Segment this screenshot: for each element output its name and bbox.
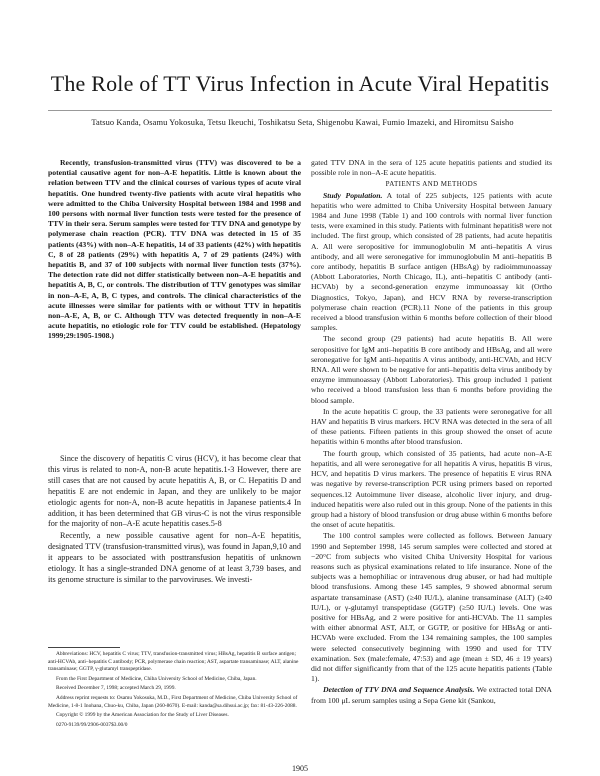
body-paragraph: Detection of TTV DNA and Sequence Analysis. We extracted total DNA from 100 μL serum samples using a Sepa Gene kit (Sankou, [311,685,552,705]
footnote-code: 0270-9139/99/2906-0037$3.00/0 [56,721,128,728]
footnote-abbreviations: Abbreviations: HCV, hepatitis C virus; TTV, transfusion-transmitted virus; HBsAg, hepatitis B surface antigen; anti-HCVAb, anti–hepatitis C antibody; PCR, polymerase chain reaction; AST, aspartate transaminase; ALT, alanine transaminase; GGTP, γ-glutamyl transpeptidase. [48,651,299,673]
footnote-copyright: Copyright © 1999 by the American Association for the Study of Liver Diseases. [56,712,229,719]
footnote-rule [48,647,120,648]
body-paragraph: gated TTV DNA in the sera of 125 acute hepatitis patients and studied its possible role in non–A-E acute hepatitis. [311,158,552,178]
body-paragraph: Study Population. A total of 225 subjects, 125 patients with acute hepatitis who were admitted to Chiba University Hospital between January 1984 and June 1998 (Table 1) and 100 controls with normal liver function tests, were examined in this study. Patients with fulminant hepatitis8 were not included. The first group, which consisted of 28 patients, had acute hepatitis A. All were seropositive for immunoglobulin M anti–hepatitis A virus antibody, and all were seronegative for immunoglobulin M anti–hepatitis B core antibody, hepatitis B surface antigen (HBsAg) by radioimmunoassay (Abbott Laboratories, North Chicago, IL), anti–hepatitis C antibody (anti-HCVAb) by a second-generation enzyme immunoassay kit (Ortho Diagnostics, Tokyo, Japan), and HCV RNA by reverse-transcription polymerase chain reaction (PCR).11 None of the patients in this group received a blood transfusion within 6 months before collection of their blood samples. [311,190,552,333]
section-heading: PATIENTS AND METHODS [385,180,478,189]
right-column [311,158,552,707]
body-paragraph: The fourth group, which consisted of 35 patients, had acute non–A-E hepatitis, and all were seronegative for all hepatitis A virus, hepatitis B virus, HCV, and hepatitis D virus markers. The presence of hepatitis E virus RNA was negative by reverse-transcription PCR using primers based on reported sequences.12 Autoimmune liver disease, alcoholic liver injury, and drug-induced hepatitis were also ruled out in this group. None of the patients in this group had a history of blood transfusion or drug abuse within 6 months before the onset of acute hepatitis. [311,448,552,530]
article-title: The Role of TT Virus Infection in Acute Viral Hepatitis [50,71,550,96]
runin-heading: Detection of TTV DNA and Sequence Analysis. [323,685,475,695]
author-list: Tatsuo Kanda, Osamu Yokosuka, Tetsu Ikeuchi, Toshikatsu Seta, Shigenobu Kawai, Fumio Imazeki, and Hiromitsu Saisho [91,118,514,127]
footnote-dates: Received December 7, 1998; accepted March 29, 1999. [56,685,176,692]
body-paragraph: The 100 control samples were collected as follows. Between January 1990 and September 1998, 145 serum samples were collected and stored at −20°C from subjects who visited Chiba University Hospital for various reasons such as physical examinations related to life insurance. None of the subjects was a hemophiliac or intravenous drug abuser, or had had multiple blood transfusions. Among these 145 samples, 9 showed abnormal serum aspartate transaminase (AST) (≥40 IU/L), alanine transaminase (ALT) (≥40 IU/L), or γ-glutamyl transpeptidase (GGTP) (≥50 IU/L) levels. One was positive for HBsAg, and 2 were positive for anti-HCVAb. The 11 samples with either abnormal AST, ALT, or GGTP, or positive for HBsAg or anti-HCVAb were excluded. From the 134 remaining samples, the 100 samples were selected consecutively beginning with 1990 and used for TTV examination. Sex (male:female, 47:53) and age (mean ± SD, 46 ± 19 years) did not differ significantly from that of the 125 acute hepatitis patients (Table 1). [311,531,552,684]
footnote-affiliation: From the First Department of Medicine, Chiba University School of Medicine, Chiba, Japan. [56,675,257,682]
page-number: 1905 [292,764,308,773]
body-paragraph: The second group (29 patients) had acute hepatitis B. All were seropositive for IgM anti–hepatitis B core antibody and HBsAg, and all were seronegative for IgM anti–hepatitis A virus antibody, anti-HCVAb, and HCV RNA. All were shown to be negative for anti–hepatitis delta virus antibody by enzyme immunoassay (Abbott Laboratories). This group included 1 patient who received a blood transfusion less than 6 months before providing the blood sample. [311,334,552,405]
footnote-address: Address reprint requests to: Osamu Yokosuka, M.D., First Department of Medicine, Chiba University School of Medicine, 1-8-1 Inohana, Chuo-ku, Chiba, Japan (260-8670). E-mail: kanda@sa.dihsui.ac.jp; fax: 81-43-226-2088. [48,694,298,709]
left-column-body [48,454,301,587]
body-paragraph: In the acute hepatitis C group, the 33 patients were seronegative for all HAV and hepatitis B virus markers. HCV RNA was detected in the sera of all of these patients. Fifteen patients in this group showed the onset of acute hepatitis within 6 months after blood transfusion. [311,406,552,447]
body-paragraph: Recently, a new possible causative agent for non–A-E hepatitis, designated TTV (transfusion-transmitted virus), was found in Japan,9,10 and it appears to be associated with posttransfusion hepatitis of unknown etiology. It has a single-stranded DNA genome of at least 3,739 bases, and its genome structure is similar to the parvoviruses. We investi- [48,531,301,584]
body-paragraph: Since the discovery of hepatitis C virus (HCV), it has become clear that this virus is related to non-A, non-B acute hepatitis.1-3 However, there are still cases that are not caused by acute hepatitis A, B, or C. Hepatitis D and hepatitis E are not endemic in Japan, and they are unlikely to be major etiologic agents for non-A, non-B acute hepatitis in Japanese patients.4 In addition, it has been determined that GB virus-C is not the virus responsible for the majority of non–A-E acute hepatitis cases.5-8 [48,454,301,529]
abstract: Recently, transfusion-transmitted virus (TTV) was discovered to be a potential causative agent for non–A-E hepatitis. Little is known about the relation between TTV and the clinical courses of various types of acute viral hepatitis. One hundred twenty-five patients with acute viral hepatitis who were admitted to the Chiba University Hospital between 1984 and 1998 and 100 persons with normal liver function tests were tested for the presence of TTV in their sera. Serum samples were tested for TTV DNA and genotype by polymerase chain reaction (PCR). TTV DNA was detected in 15 of 35 patients (43%) with non–A-E hepatitis, 14 of 33 patients (42%) with hepatitis C, 8 of 28 patients (29%) with hepatitis A, 7 of 29 patients (24%) with hepatitis B, and 37 of 100 subjects with normal liver function tests (37%). The detection rate did not differ statistically between non–A-E hepatitis and hepatitis A, B, C, or controls. The distribution of TTV genotypes was similar in non–A-E, A, B, C types, and controls. The clinical characteristics of the acute illnesses were similar for patients with or without TTV in hepatitis non–A-E, A, B, or C. Although TTV was detected frequently in non–A-E acute hepatitis, no etiologic role for TTV could be established. (Hepatology 1999;29:1905-1908.) [48,158,301,341]
top-rule [48,110,552,111]
runin-heading: Study Population. [323,190,383,200]
footnotes [48,651,301,731]
